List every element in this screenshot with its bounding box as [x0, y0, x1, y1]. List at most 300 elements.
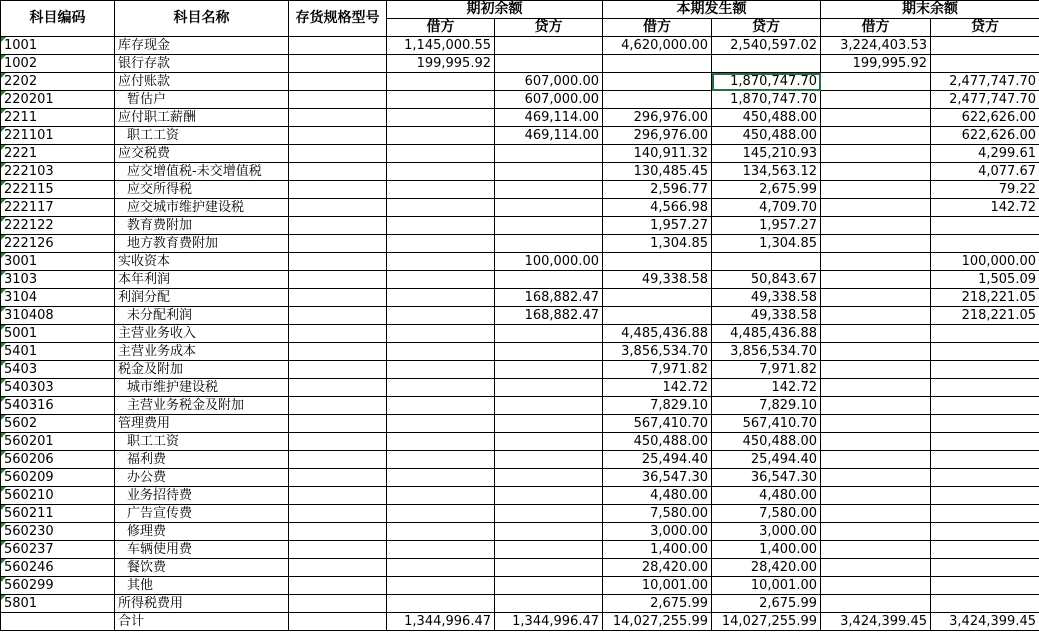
cell-spec[interactable]: [289, 595, 387, 613]
header-period[interactable]: 本期发生额: [603, 1, 821, 19]
cell-code[interactable]: 5001: [1, 325, 115, 343]
cell-period-debit[interactable]: 1,304.85: [603, 235, 712, 253]
cell-closing-credit[interactable]: [931, 397, 1039, 415]
cell-period-debit[interactable]: 2,675.99: [603, 595, 712, 613]
cell-opening-debit[interactable]: [387, 469, 495, 487]
cell-period-debit[interactable]: 1,400.00: [603, 541, 712, 559]
cell-opening-credit[interactable]: 168,882.47: [495, 307, 603, 325]
cell-closing-debit[interactable]: [821, 271, 931, 289]
cell-closing-credit[interactable]: [931, 235, 1039, 253]
cell-period-debit[interactable]: [603, 73, 712, 91]
cell-opening-debit[interactable]: [387, 595, 495, 613]
cell-opening-debit[interactable]: [387, 307, 495, 325]
cell-name[interactable]: 业务招待费: [115, 487, 289, 505]
cell-closing-credit[interactable]: 142.72: [931, 199, 1039, 217]
total-period-credit[interactable]: 14,027,255.99: [712, 613, 821, 631]
cell-opening-credit[interactable]: [495, 415, 603, 433]
cell-spec[interactable]: [289, 577, 387, 595]
cell-period-debit[interactable]: 2,596.77: [603, 181, 712, 199]
cell-code[interactable]: 3104: [1, 289, 115, 307]
cell-opening-debit[interactable]: [387, 505, 495, 523]
cell-code[interactable]: 3103: [1, 271, 115, 289]
cell-opening-debit[interactable]: [387, 577, 495, 595]
cell-period-credit[interactable]: 145,210.93: [712, 145, 821, 163]
cell-name[interactable]: 应交城市维护建设税: [115, 199, 289, 217]
cell-spec[interactable]: [289, 397, 387, 415]
cell-period-debit[interactable]: [603, 307, 712, 325]
cell-opening-debit[interactable]: [387, 415, 495, 433]
cell-name[interactable]: 福利费: [115, 451, 289, 469]
cell-spec[interactable]: [289, 343, 387, 361]
cell-name[interactable]: 教育费附加: [115, 217, 289, 235]
cell-code[interactable]: 560209: [1, 469, 115, 487]
cell-code[interactable]: 560237: [1, 541, 115, 559]
cell-name[interactable]: 广告宣传费: [115, 505, 289, 523]
cell-code[interactable]: 222117: [1, 199, 115, 217]
cell-spec[interactable]: [289, 217, 387, 235]
cell-period-credit[interactable]: 1,870,747.70: [712, 91, 821, 109]
cell-closing-debit[interactable]: [821, 91, 931, 109]
cell-period-debit[interactable]: [603, 91, 712, 109]
header-spec[interactable]: 存货规格型号: [289, 1, 387, 37]
cell-opening-debit[interactable]: 199,995.92: [387, 55, 495, 73]
cell-spec[interactable]: [289, 253, 387, 271]
cell-closing-debit[interactable]: [821, 433, 931, 451]
cell-name[interactable]: 实收资本: [115, 253, 289, 271]
cell-closing-credit[interactable]: 1,505.09: [931, 271, 1039, 289]
cell-closing-credit[interactable]: [931, 541, 1039, 559]
cell-period-credit[interactable]: 4,485,436.88: [712, 325, 821, 343]
cell-name[interactable]: 办公费: [115, 469, 289, 487]
cell-code[interactable]: 560299: [1, 577, 115, 595]
cell-opening-credit[interactable]: [495, 451, 603, 469]
cell-spec[interactable]: [289, 235, 387, 253]
cell-closing-debit[interactable]: 3,224,403.53: [821, 37, 931, 55]
cell-opening-debit[interactable]: [387, 343, 495, 361]
cell-closing-credit[interactable]: 622,626.00: [931, 127, 1039, 145]
cell-closing-credit[interactable]: 79.22: [931, 181, 1039, 199]
total-closing-credit[interactable]: 3,424,399.45: [931, 613, 1039, 631]
cell-opening-credit[interactable]: [495, 55, 603, 73]
cell-name[interactable]: 车辆使用费: [115, 541, 289, 559]
cell-closing-debit[interactable]: [821, 487, 931, 505]
cell-period-debit[interactable]: 3,856,534.70: [603, 343, 712, 361]
cell-period-credit[interactable]: 49,338.58: [712, 307, 821, 325]
cell-opening-debit[interactable]: [387, 235, 495, 253]
cell-period-credit[interactable]: 134,563.12: [712, 163, 821, 181]
cell-spec[interactable]: [289, 379, 387, 397]
cell-opening-debit[interactable]: [387, 199, 495, 217]
cell-period-debit[interactable]: 4,480.00: [603, 487, 712, 505]
cell-name[interactable]: 主营业务收入: [115, 325, 289, 343]
cell-opening-debit[interactable]: [387, 325, 495, 343]
cell-code[interactable]: 560246: [1, 559, 115, 577]
cell-closing-credit[interactable]: 100,000.00: [931, 253, 1039, 271]
cell-period-debit[interactable]: 49,338.58: [603, 271, 712, 289]
cell-opening-debit[interactable]: [387, 217, 495, 235]
cell-code[interactable]: 2202: [1, 73, 115, 91]
cell-spec[interactable]: [289, 325, 387, 343]
cell-period-debit[interactable]: 296,976.00: [603, 127, 712, 145]
cell-code[interactable]: 5801: [1, 595, 115, 613]
cell-name[interactable]: 城市维护建设税: [115, 379, 289, 397]
cell-spec[interactable]: [289, 37, 387, 55]
cell-code[interactable]: 560206: [1, 451, 115, 469]
total-code-cell[interactable]: [1, 613, 115, 631]
cell-opening-credit[interactable]: [495, 541, 603, 559]
cell-opening-debit[interactable]: [387, 433, 495, 451]
cell-period-credit[interactable]: 2,675.99: [712, 595, 821, 613]
cell-opening-debit[interactable]: [387, 127, 495, 145]
cell-code[interactable]: 2211: [1, 109, 115, 127]
cell-spec[interactable]: [289, 271, 387, 289]
cell-name[interactable]: 餐饮费: [115, 559, 289, 577]
cell-opening-debit[interactable]: [387, 181, 495, 199]
cell-spec[interactable]: [289, 433, 387, 451]
cell-opening-debit[interactable]: [387, 397, 495, 415]
cell-closing-debit[interactable]: [821, 397, 931, 415]
cell-code[interactable]: 540303: [1, 379, 115, 397]
cell-opening-credit[interactable]: [495, 199, 603, 217]
cell-opening-credit[interactable]: 469,114.00: [495, 109, 603, 127]
cell-closing-debit[interactable]: [821, 577, 931, 595]
cell-period-debit[interactable]: 4,566.98: [603, 199, 712, 217]
cell-period-debit[interactable]: 7,971.82: [603, 361, 712, 379]
cell-code[interactable]: 2221: [1, 145, 115, 163]
cell-opening-debit[interactable]: [387, 289, 495, 307]
cell-period-credit[interactable]: 142.72: [712, 379, 821, 397]
cell-period-credit[interactable]: 7,580.00: [712, 505, 821, 523]
cell-opening-credit[interactable]: [495, 523, 603, 541]
cell-period-debit[interactable]: 3,000.00: [603, 523, 712, 541]
cell-closing-debit[interactable]: [821, 379, 931, 397]
cell-closing-credit[interactable]: [931, 379, 1039, 397]
cell-code[interactable]: 5401: [1, 343, 115, 361]
cell-code[interactable]: 560230: [1, 523, 115, 541]
cell-period-credit[interactable]: 7,971.82: [712, 361, 821, 379]
cell-closing-debit[interactable]: [821, 505, 931, 523]
cell-opening-credit[interactable]: 469,114.00: [495, 127, 603, 145]
cell-opening-credit[interactable]: [495, 379, 603, 397]
cell-spec[interactable]: [289, 559, 387, 577]
cell-period-debit[interactable]: 567,410.70: [603, 415, 712, 433]
header-opening-debit[interactable]: 借方: [387, 19, 495, 37]
cell-closing-debit[interactable]: [821, 199, 931, 217]
cell-period-debit[interactable]: 142.72: [603, 379, 712, 397]
cell-code[interactable]: 5403: [1, 361, 115, 379]
cell-closing-debit[interactable]: [821, 109, 931, 127]
cell-code[interactable]: 560211: [1, 505, 115, 523]
cell-period-credit[interactable]: 4,480.00: [712, 487, 821, 505]
cell-closing-debit[interactable]: [821, 451, 931, 469]
total-opening-credit[interactable]: 1,344,996.47: [495, 613, 603, 631]
cell-name[interactable]: 应交所得税: [115, 181, 289, 199]
header-period-debit[interactable]: 借方: [603, 19, 712, 37]
cell-period-debit[interactable]: 10,001.00: [603, 577, 712, 595]
total-spec-cell[interactable]: [289, 613, 387, 631]
cell-code[interactable]: 1001: [1, 37, 115, 55]
cell-spec[interactable]: [289, 451, 387, 469]
cell-name[interactable]: 未分配利润: [115, 307, 289, 325]
cell-spec[interactable]: [289, 361, 387, 379]
cell-closing-debit[interactable]: [821, 73, 931, 91]
cell-closing-credit[interactable]: 218,221.05: [931, 289, 1039, 307]
cell-opening-debit[interactable]: [387, 73, 495, 91]
header-period-credit[interactable]: 贷方: [712, 19, 821, 37]
header-closing[interactable]: 期末余额: [821, 1, 1039, 19]
cell-period-debit[interactable]: 140,911.32: [603, 145, 712, 163]
cell-name[interactable]: 主营业务成本: [115, 343, 289, 361]
cell-code[interactable]: 220201: [1, 91, 115, 109]
cell-closing-credit[interactable]: [931, 217, 1039, 235]
cell-closing-debit[interactable]: [821, 595, 931, 613]
header-opening-credit[interactable]: 贷方: [495, 19, 603, 37]
cell-period-credit[interactable]: 7,829.10: [712, 397, 821, 415]
cell-code[interactable]: 221101: [1, 127, 115, 145]
cell-period-credit[interactable]: 450,488.00: [712, 109, 821, 127]
cell-spec[interactable]: [289, 505, 387, 523]
cell-closing-debit[interactable]: [821, 181, 931, 199]
cell-closing-credit[interactable]: 622,626.00: [931, 109, 1039, 127]
cell-code[interactable]: 3001: [1, 253, 115, 271]
cell-spec[interactable]: [289, 163, 387, 181]
cell-closing-debit[interactable]: [821, 523, 931, 541]
cell-period-credit[interactable]: 49,338.58: [712, 289, 821, 307]
cell-opening-debit[interactable]: [387, 559, 495, 577]
cell-opening-credit[interactable]: [495, 595, 603, 613]
cell-opening-credit[interactable]: [495, 433, 603, 451]
cell-code[interactable]: 1002: [1, 55, 115, 73]
cell-period-debit[interactable]: 4,620,000.00: [603, 37, 712, 55]
cell-period-credit[interactable]: 1,957.27: [712, 217, 821, 235]
cell-opening-credit[interactable]: [495, 37, 603, 55]
cell-name[interactable]: 税金及附加: [115, 361, 289, 379]
cell-closing-debit[interactable]: [821, 325, 931, 343]
cell-opening-credit[interactable]: [495, 487, 603, 505]
cell-code[interactable]: 222122: [1, 217, 115, 235]
cell-period-credit[interactable]: 25,494.40: [712, 451, 821, 469]
cell-spec[interactable]: [289, 181, 387, 199]
cell-code[interactable]: 5602: [1, 415, 115, 433]
cell-period-credit[interactable]: 50,843.67: [712, 271, 821, 289]
header-code[interactable]: 科目编码: [1, 1, 115, 37]
cell-closing-credit[interactable]: [931, 361, 1039, 379]
cell-opening-credit[interactable]: [495, 181, 603, 199]
cell-opening-debit[interactable]: [387, 145, 495, 163]
cell-opening-debit[interactable]: [387, 109, 495, 127]
cell-period-credit[interactable]: 3,000.00: [712, 523, 821, 541]
cell-name[interactable]: 管理费用: [115, 415, 289, 433]
cell-opening-credit[interactable]: [495, 397, 603, 415]
cell-closing-credit[interactable]: [931, 433, 1039, 451]
cell-opening-credit[interactable]: 607,000.00: [495, 73, 603, 91]
cell-spec[interactable]: [289, 127, 387, 145]
cell-closing-credit[interactable]: [931, 559, 1039, 577]
cell-period-credit[interactable]: 36,547.30: [712, 469, 821, 487]
cell-closing-credit[interactable]: [931, 577, 1039, 595]
cell-name[interactable]: 主营业务税金及附加: [115, 397, 289, 415]
cell-period-credit[interactable]: 450,488.00: [712, 433, 821, 451]
header-closing-credit[interactable]: 贷方: [931, 19, 1039, 37]
cell-closing-debit[interactable]: [821, 289, 931, 307]
cell-opening-credit[interactable]: [495, 343, 603, 361]
cell-name[interactable]: 所得税费用: [115, 595, 289, 613]
cell-spec[interactable]: [289, 523, 387, 541]
cell-opening-credit[interactable]: 607,000.00: [495, 91, 603, 109]
cell-code[interactable]: 540316: [1, 397, 115, 415]
cell-closing-credit[interactable]: [931, 505, 1039, 523]
cell-closing-debit[interactable]: [821, 559, 931, 577]
cell-name[interactable]: 应付职工薪酬: [115, 109, 289, 127]
cell-name[interactable]: 应交税费: [115, 145, 289, 163]
cell-period-debit[interactable]: [603, 55, 712, 73]
cell-spec[interactable]: [289, 109, 387, 127]
cell-opening-credit[interactable]: [495, 271, 603, 289]
cell-period-credit[interactable]: 2,540,597.02: [712, 37, 821, 55]
cell-period-credit[interactable]: 1,304.85: [712, 235, 821, 253]
cell-spec[interactable]: [289, 55, 387, 73]
cell-period-credit[interactable]: 450,488.00: [712, 127, 821, 145]
cell-period-credit[interactable]: 567,410.70: [712, 415, 821, 433]
cell-name[interactable]: 银行存款: [115, 55, 289, 73]
cell-opening-credit[interactable]: [495, 145, 603, 163]
cell-name[interactable]: 应付账款: [115, 73, 289, 91]
cell-period-debit[interactable]: 28,420.00: [603, 559, 712, 577]
cell-spec[interactable]: [289, 415, 387, 433]
cell-closing-debit[interactable]: [821, 415, 931, 433]
cell-closing-credit[interactable]: [931, 415, 1039, 433]
cell-closing-credit[interactable]: 2,477,747.70: [931, 73, 1039, 91]
cell-spec[interactable]: [289, 487, 387, 505]
cell-opening-credit[interactable]: [495, 505, 603, 523]
header-closing-debit[interactable]: 借方: [821, 19, 931, 37]
cell-opening-debit[interactable]: [387, 271, 495, 289]
cell-name[interactable]: 库存现金: [115, 37, 289, 55]
cell-period-debit[interactable]: [603, 253, 712, 271]
cell-opening-credit[interactable]: [495, 235, 603, 253]
cell-period-credit[interactable]: 28,420.00: [712, 559, 821, 577]
cell-opening-credit[interactable]: [495, 361, 603, 379]
cell-closing-credit[interactable]: [931, 37, 1039, 55]
cell-name[interactable]: 其他: [115, 577, 289, 595]
header-opening[interactable]: 期初余额: [387, 1, 603, 19]
cell-spec[interactable]: [289, 469, 387, 487]
cell-opening-debit[interactable]: [387, 91, 495, 109]
cell-opening-credit[interactable]: [495, 559, 603, 577]
cell-period-debit[interactable]: 36,547.30: [603, 469, 712, 487]
total-period-debit[interactable]: 14,027,255.99: [603, 613, 712, 631]
cell-closing-debit[interactable]: 199,995.92: [821, 55, 931, 73]
cell-closing-debit[interactable]: [821, 217, 931, 235]
cell-spec[interactable]: [289, 73, 387, 91]
cell-closing-credit[interactable]: [931, 451, 1039, 469]
cell-spec[interactable]: [289, 541, 387, 559]
cell-closing-credit[interactable]: [931, 343, 1039, 361]
cell-closing-credit[interactable]: [931, 55, 1039, 73]
cell-opening-credit[interactable]: [495, 469, 603, 487]
cell-opening-credit[interactable]: [495, 325, 603, 343]
cell-name[interactable]: 职工工资: [115, 127, 289, 145]
cell-period-debit[interactable]: [603, 289, 712, 307]
cell-closing-credit[interactable]: [931, 469, 1039, 487]
cell-opening-credit[interactable]: [495, 217, 603, 235]
cell-closing-debit[interactable]: [821, 235, 931, 253]
cell-closing-debit[interactable]: [821, 307, 931, 325]
cell-opening-debit[interactable]: [387, 523, 495, 541]
cell-closing-credit[interactable]: [931, 325, 1039, 343]
cell-closing-debit[interactable]: [821, 343, 931, 361]
cell-opening-debit[interactable]: [387, 487, 495, 505]
cell-spec[interactable]: [289, 289, 387, 307]
cell-closing-debit[interactable]: [821, 361, 931, 379]
total-closing-debit[interactable]: 3,424,399.45: [821, 613, 931, 631]
cell-period-credit[interactable]: 4,709.70: [712, 199, 821, 217]
total-opening-debit[interactable]: 1,344,996.47: [387, 613, 495, 631]
cell-period-debit[interactable]: 7,580.00: [603, 505, 712, 523]
cell-spec[interactable]: [289, 199, 387, 217]
cell-opening-credit[interactable]: 100,000.00: [495, 253, 603, 271]
cell-period-credit[interactable]: 2,675.99: [712, 181, 821, 199]
cell-code[interactable]: 310408: [1, 307, 115, 325]
total-label[interactable]: 合计: [115, 613, 289, 631]
cell-closing-credit[interactable]: [931, 523, 1039, 541]
cell-period-debit[interactable]: 25,494.40: [603, 451, 712, 469]
cell-closing-debit[interactable]: [821, 163, 931, 181]
cell-closing-debit[interactable]: [821, 127, 931, 145]
cell-period-debit[interactable]: 7,829.10: [603, 397, 712, 415]
cell-opening-debit[interactable]: [387, 451, 495, 469]
cell-name[interactable]: 修理费: [115, 523, 289, 541]
cell-spec[interactable]: [289, 145, 387, 163]
cell-name[interactable]: 应交增值税-未交增值税: [115, 163, 289, 181]
cell-closing-debit[interactable]: [821, 253, 931, 271]
cell-period-debit[interactable]: 450,488.00: [603, 433, 712, 451]
cell-opening-debit[interactable]: [387, 541, 495, 559]
cell-opening-credit[interactable]: 168,882.47: [495, 289, 603, 307]
cell-opening-debit[interactable]: [387, 379, 495, 397]
cell-code[interactable]: 222115: [1, 181, 115, 199]
header-name[interactable]: 科目名称: [115, 1, 289, 37]
cell-period-debit[interactable]: 130,485.45: [603, 163, 712, 181]
cell-closing-debit[interactable]: [821, 145, 931, 163]
cell-closing-credit[interactable]: 2,477,747.70: [931, 91, 1039, 109]
cell-code[interactable]: 560210: [1, 487, 115, 505]
cell-closing-credit[interactable]: [931, 595, 1039, 613]
cell-period-debit[interactable]: 1,957.27: [603, 217, 712, 235]
cell-opening-debit[interactable]: 1,145,000.55: [387, 37, 495, 55]
cell-name[interactable]: 职工工资: [115, 433, 289, 451]
cell-period-debit[interactable]: 296,976.00: [603, 109, 712, 127]
cell-period-credit[interactable]: [712, 55, 821, 73]
cell-name[interactable]: 本年利润: [115, 271, 289, 289]
cell-period-credit[interactable]: 10,001.00: [712, 577, 821, 595]
cell-closing-credit[interactable]: 218,221.05: [931, 307, 1039, 325]
cell-closing-credit[interactable]: 4,077.67: [931, 163, 1039, 181]
cell-code[interactable]: 222103: [1, 163, 115, 181]
cell-period-credit[interactable]: 3,856,534.70: [712, 343, 821, 361]
cell-closing-credit[interactable]: [931, 487, 1039, 505]
cell-opening-credit[interactable]: [495, 577, 603, 595]
cell-opening-debit[interactable]: [387, 253, 495, 271]
cell-spec[interactable]: [289, 307, 387, 325]
cell-name[interactable]: 暂估户: [115, 91, 289, 109]
cell-closing-debit[interactable]: [821, 469, 931, 487]
cell-closing-credit[interactable]: 4,299.61: [931, 145, 1039, 163]
cell-opening-debit[interactable]: [387, 163, 495, 181]
cell-code[interactable]: 560201: [1, 433, 115, 451]
cell-name[interactable]: 地方教育费附加: [115, 235, 289, 253]
cell-closing-debit[interactable]: [821, 541, 931, 559]
